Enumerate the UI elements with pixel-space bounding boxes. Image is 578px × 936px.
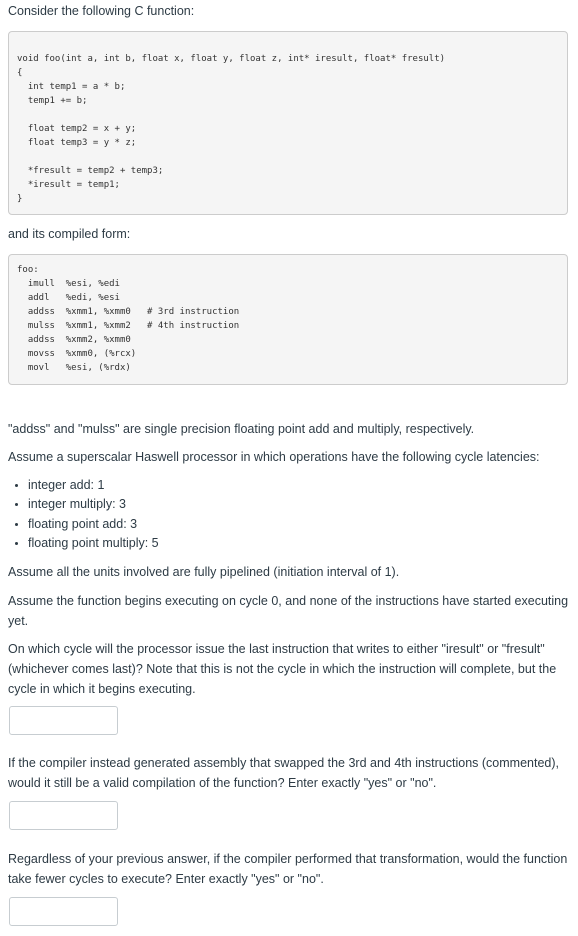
answer-2-input[interactable] xyxy=(9,801,118,830)
compiled-intro-text: and its compiled form: xyxy=(8,227,131,241)
note-text: "addss" and "mulss" are single precision floating point add and multiply, respectively. xyxy=(8,422,475,436)
start-assumption-text: Assume the function begins executing on cycle 0, and none of the instructions have started executing yet. xyxy=(8,594,569,628)
answer-1-input[interactable] xyxy=(9,706,118,735)
asm-code-block xyxy=(8,254,568,385)
asm-code: foo: imull %esi, %edi addl %edi, %esi addss %xmm1, %xmm0 # 3rd instruction mulss %xmm1, %xmm2 # 4th instruction addss %xmm2, %xmm0 movss %xmm0, (%rcx) movl %esi, (%rdx) xyxy=(17,265,240,373)
question-2-text: If the compiler instead generated assembly that swapped the 3rd and 4th instructions (commented), would it still be a valid compilation of the function? Enter exactly "yes" or "no". xyxy=(8,756,559,790)
question-3-text: Regardless of your previous answer, if the compiler performed that transformation, would the function take fewer cycles to execute? Enter exactly "yes" or "no". xyxy=(8,852,568,886)
list-item: floating point add: 3 xyxy=(8,515,159,534)
intro-text: Consider the following C function: xyxy=(8,4,195,18)
pipelined-assumption-text: Assume all the units involved are fully pipelined (initiation interval of 1). xyxy=(8,565,400,579)
latency-list xyxy=(8,476,159,553)
question-1-text: On which cycle will the processor issue the last instruction that writes to either "iresult" or "fresult" (whichever comes last)? Note that this is not the cycle in which the instruction will complete, but the cycle in which it begins executing. xyxy=(8,642,557,696)
list-item: integer add: 1 xyxy=(8,476,159,495)
list-item: integer multiply: 3 xyxy=(8,495,159,514)
answer-3-input[interactable] xyxy=(9,897,118,926)
list-item: floating point multiply: 5 xyxy=(8,534,159,553)
c-code: void foo(int a, int b, float x, float y, float z, int* iresult, float* fresult) { int temp1 = a * b; temp1 += b; float temp2 = x + y; float temp3 = y * z; *fresult = temp2 + temp3; *iresult = temp1; } xyxy=(17,54,446,204)
c-code-block xyxy=(8,31,568,215)
processor-assumption-text: Assume a superscalar Haswell processor in which operations have the following cycle latencies: xyxy=(8,450,540,464)
